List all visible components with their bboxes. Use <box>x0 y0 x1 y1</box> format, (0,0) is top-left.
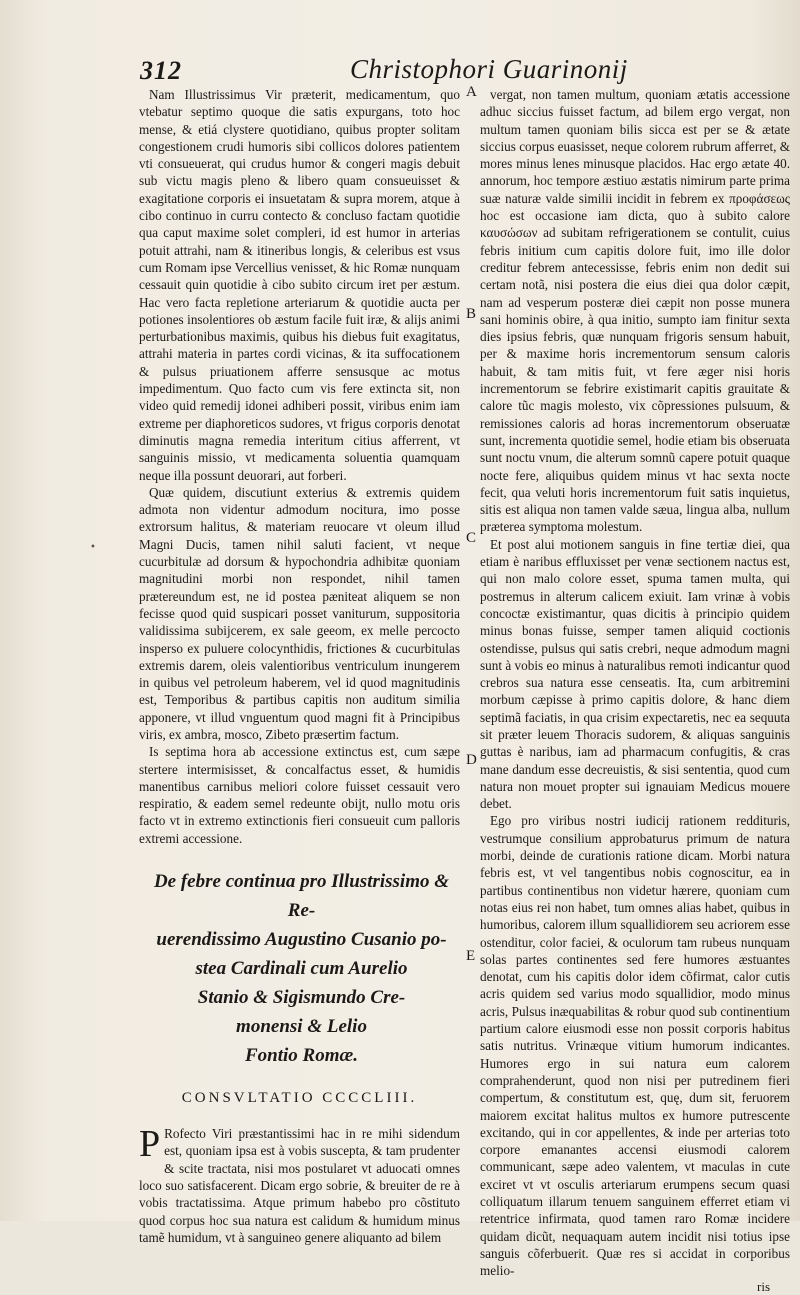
running-title: Christophori Guarinonij <box>350 54 628 84</box>
right-column <box>480 86 790 1295</box>
margin-letter-a: A <box>466 84 477 100</box>
margin-letter-e: E <box>466 948 476 964</box>
paragraph: Ego pro viribus nostri iudicij rationem reddituris, vestrumque consilium approbaturus primum de natura morbi, deinde de curationis ratione dicam. Morbi natura febris est, vt vel tangentibus nobis cognoscitur, ea in partibus continentibus non videtur hærere, quoniam cum notas eius rei non habet, tum omnes alias habet, quibus in humoribus, calorem illum squallidiorem seu acriorem esse ostenditur, color faciei, & oculorum tam rubeus nunquam solas partes continentes sed fere humores æstuantes denotat, cum his capitis dolor idem cõfirmat, calor cutis acris quidem sed varius modo squallidior, modo minus acris, Pulsus inæquabilitas & robur quod sub continentium partium calore eiusmodi esse non possit corporis habitus satis nutritus. Vrinæque vitium humorum indicantes. Humores ergo in sui natura eum calorem comprahenderunt, quod non nisi per putredinem fieri compertum, & constitutum est, quę, dum sit, feruorem maiorem excitat halitus multos ex humore putrescente excitando, qui in cor appellentes, & inde per arterias toto corpore emanantes accensi eiusmodi calorem communicant, sæpe adeo valentem, vt maculas in cute exciret vt vt osculis arteriarum erumpens secum quasi colliquatum illarum tenuem sanguinem efferret etiam vi retentrice infirmata, quod tamen raro Romæ incidere quidam dicũt, nequaquam autem incidit nisi totius ipse sanguis cõferbuerit. Quæ res si accidat in corporibus melio- <box>480 813 790 1279</box>
margin-letter-c: C <box>466 530 477 546</box>
paragraph: Quæ quidem, discutiunt exterius & extremis quidem admota non videntur admodum nocitura, imo posse extrorsum halitus, & materiam reuocare vt oleum illud Magni Ducis, tamen nihil saluti facient, vt neque cucurbitulæ ad dorsum & hypochondria adhibitæ quoniam magnitudini morbi non respondet, nihil tamen prætereundum est, ne id postea pæniteat aliquem se non fecisse quod quid suspicari posset vaniturum, suppositoria validissima subijcerem, ex sale geeom, ex melle percocto insperso ex puluere colocynthidis, frictiones & cucurbitulas extremis darem, oleis valentioribus ventriculum inungerem in quibus vel petroleum haberem, vel id quod magnitudinis est, Temporibus & partibus capitis non auditum similia apponere, vt illud vnguentum quod magni fit à Principibus viris, ex ambra, mosco, Zibeto præsertim factum. <box>139 484 460 742</box>
paragraph: vergat, non tamen multum, quoniam ætatis accessione adhuc siccius fuisset factum, ad bilem ergo vergat, non multum tamen quoniam bilis sicca est per se & ætate siccius corpus euasisset, neque colorem rubrum afferret, & mores minus lenes minusque placidos. Hac ergo ætate 40. annorum, hoc tempore æstiuo æstatis nimirum parte prima suæ naturæ valde similii incidit in febrem ex προφάσεως hoc est occasione iam dicta, quo à subito calore καυσώσων ad subitam refrigerationem se contulit, cuius febris initium cum capitis dolore fuit, imo ille dolor creditur febrem antecessisse, febris enim non dedit sui certam notã, nisi postera die eius diei qua dolor cæpit, nam ad vesperum posteræ diei cæpit non posse munera sani hominis obire, à qua initio, sumpto iam finitur sexta dies ipsius febris, quæ nunquam frigoris sensum habuit, per & maxime horis incrementorum sensum caloris habuit, & tam mitis fuit, vt fere æger nisi horis incrementorum se febrire existimarit capitis grauitate & calore tũc magis molesto, vix cõpressiones pulsuum, & remissiones caloris ad horas incrementorum obseruatæ sunt, incrementa quotidie semel, hodie etiam bis obseruata sunt noctu vnum, die alterum somnũ capere potuit quaque nocte fere, aliquibus quidem minus vt hac sexta nocte fecit, qua veluti horis incrementorum fuit satis inquietus, sitis est aliqua non tamen valde sæua, lingua alba, nullum præterea symptoma molestum. <box>480 87 790 535</box>
heading-line: uerendissimo Augustino Cusanio po- <box>156 929 447 951</box>
final-paragraph-block <box>139 1125 460 1246</box>
paragraph: Rofecto Viri præstantissimi hac in re mihi sidendum est, quoniam ipsa est à vobis suscepta, & tam prudenter & scite tractata, nisi mos postularet vt aduocati omnes loco suo satisfacerent. Dicam ergo sobrie, & breuiter de re à vobis tractatissima. Atque primum habebo pro cõstituto quod corpus hoc sua natura est calidum & humidum minus tamẽ humidum, vt à sanguineo genere aliquanto ad bilem <box>139 1126 460 1245</box>
paragraph: Is septima hora ab accessione extinctus est, cum sæpe stertere intermisisset, & concalfactus esset, & humidis manentibus carnibus meliori colore fuisset cessauit vero respiratio, & eadem semel redeunte obijt, nullo motu oris facto vt in extremo extinctionis fieri consueuit cum palloris extremi accessione. <box>139 744 460 846</box>
margin-letter-b: B <box>466 306 477 322</box>
heading-line: Stanio & Sigismundo Cre- <box>197 987 406 1009</box>
ink-spot: • <box>90 542 96 553</box>
heading-line: stea Cardinali cum Aurelio <box>195 958 408 980</box>
section-heading <box>143 867 460 1070</box>
paragraph: Et post alui motionem sanguis in fine tertiæ diei, qua etiam è naribus effluxisset per venæ sectionem nactus est, qui non malo colore esset, spuma tamen multa, qui postremus in alterum calicem exiuit. Iam vrinæ à vobis concoctæ existimantur, quas dicitis à principio quidem minus bonas fuisse, semper tamen aliquid coctionis ostendisse, pulsus qui satis crebri, neque admodum magni sunt à vobis eo minus à naturalibus remoti indicantur quod crebros sua natura esse censeatis. Ita, cum arbitremini morbum cæpisse à primo capitis dolore, & hanc diem septimã faciatis, in qua crisim expectaretis, nec ea sequuta sit præter leuem Thoracis sudorem, & aliquas sanguinis guttas è naribus, iam ad pharmacum confugitis, & cras mane dandum esse decreuistis, & sisi sententia, quod cum natura non mouet propter sui ignauiam Medicus mouere debet. <box>480 536 790 812</box>
heading-line: monensi & Lelio <box>236 1016 367 1038</box>
consultatio-title: CONSVLTATIO CCCCLIII. <box>181 1090 418 1107</box>
heading-line: De febre continua pro Illustrissimo & Re- <box>153 871 450 922</box>
heading-line: Fontio Romæ. <box>245 1045 358 1067</box>
left-column <box>139 86 460 1246</box>
paragraph: Nam Illustrissimus Vir præterit, medicamentum, quo vtebatur septimo quoque die satis expurgans, toto hoc mense, & etiá clystere quotidiano, quibus propter solitam congestionem crudi humoris sibi collicos dolores patientem vti consueuerat, qui crudus humor & congeri magis debuit sub victu magis pleno & libero quam consueuisset & exagitatione corporis ei insuetatam & supra morem, atque à cibo continuo in curru contecto & concluso factam quotidie qua caput maxime solet compleri, id est humor in arterias potuit attrahi, nam & itineribus longis, & celeribus est vsus cum Romam ipse Vercellius venisset, & hic Romæ nunquam cessauit quin quotidie à cibo subito circum iret per æstum. Hac vero facta repletione arteriarum & quotidie aucta per potiones insolentiores ob æstum facile fuit iræ, & alijs animi perturbationibus maximis, quibus his diebus fuit exagitatus, attrahi materia in partes cordi vicinas, & ita suffocationem & pulsus priuationem afferre sensusque ac motus impedimentum. Quo facto cum vis fere extincta sit, non video quid remedij idonei adhiberi possit, viribus enim iam extreme per diaphoreticos sudores, vt frigus corporis denotat diminutis magna remedia interitum citius afferrent, vt sanguinis missio, vt medicamenta soluentia quamquam neque illa possunt deuorari, aut forberi. <box>139 87 460 483</box>
catchword: ris <box>757 1279 770 1295</box>
margin-letter-d: D <box>466 752 477 768</box>
page-number: 312 <box>140 56 182 85</box>
drop-cap: P <box>139 1123 161 1166</box>
running-header <box>0 52 800 86</box>
